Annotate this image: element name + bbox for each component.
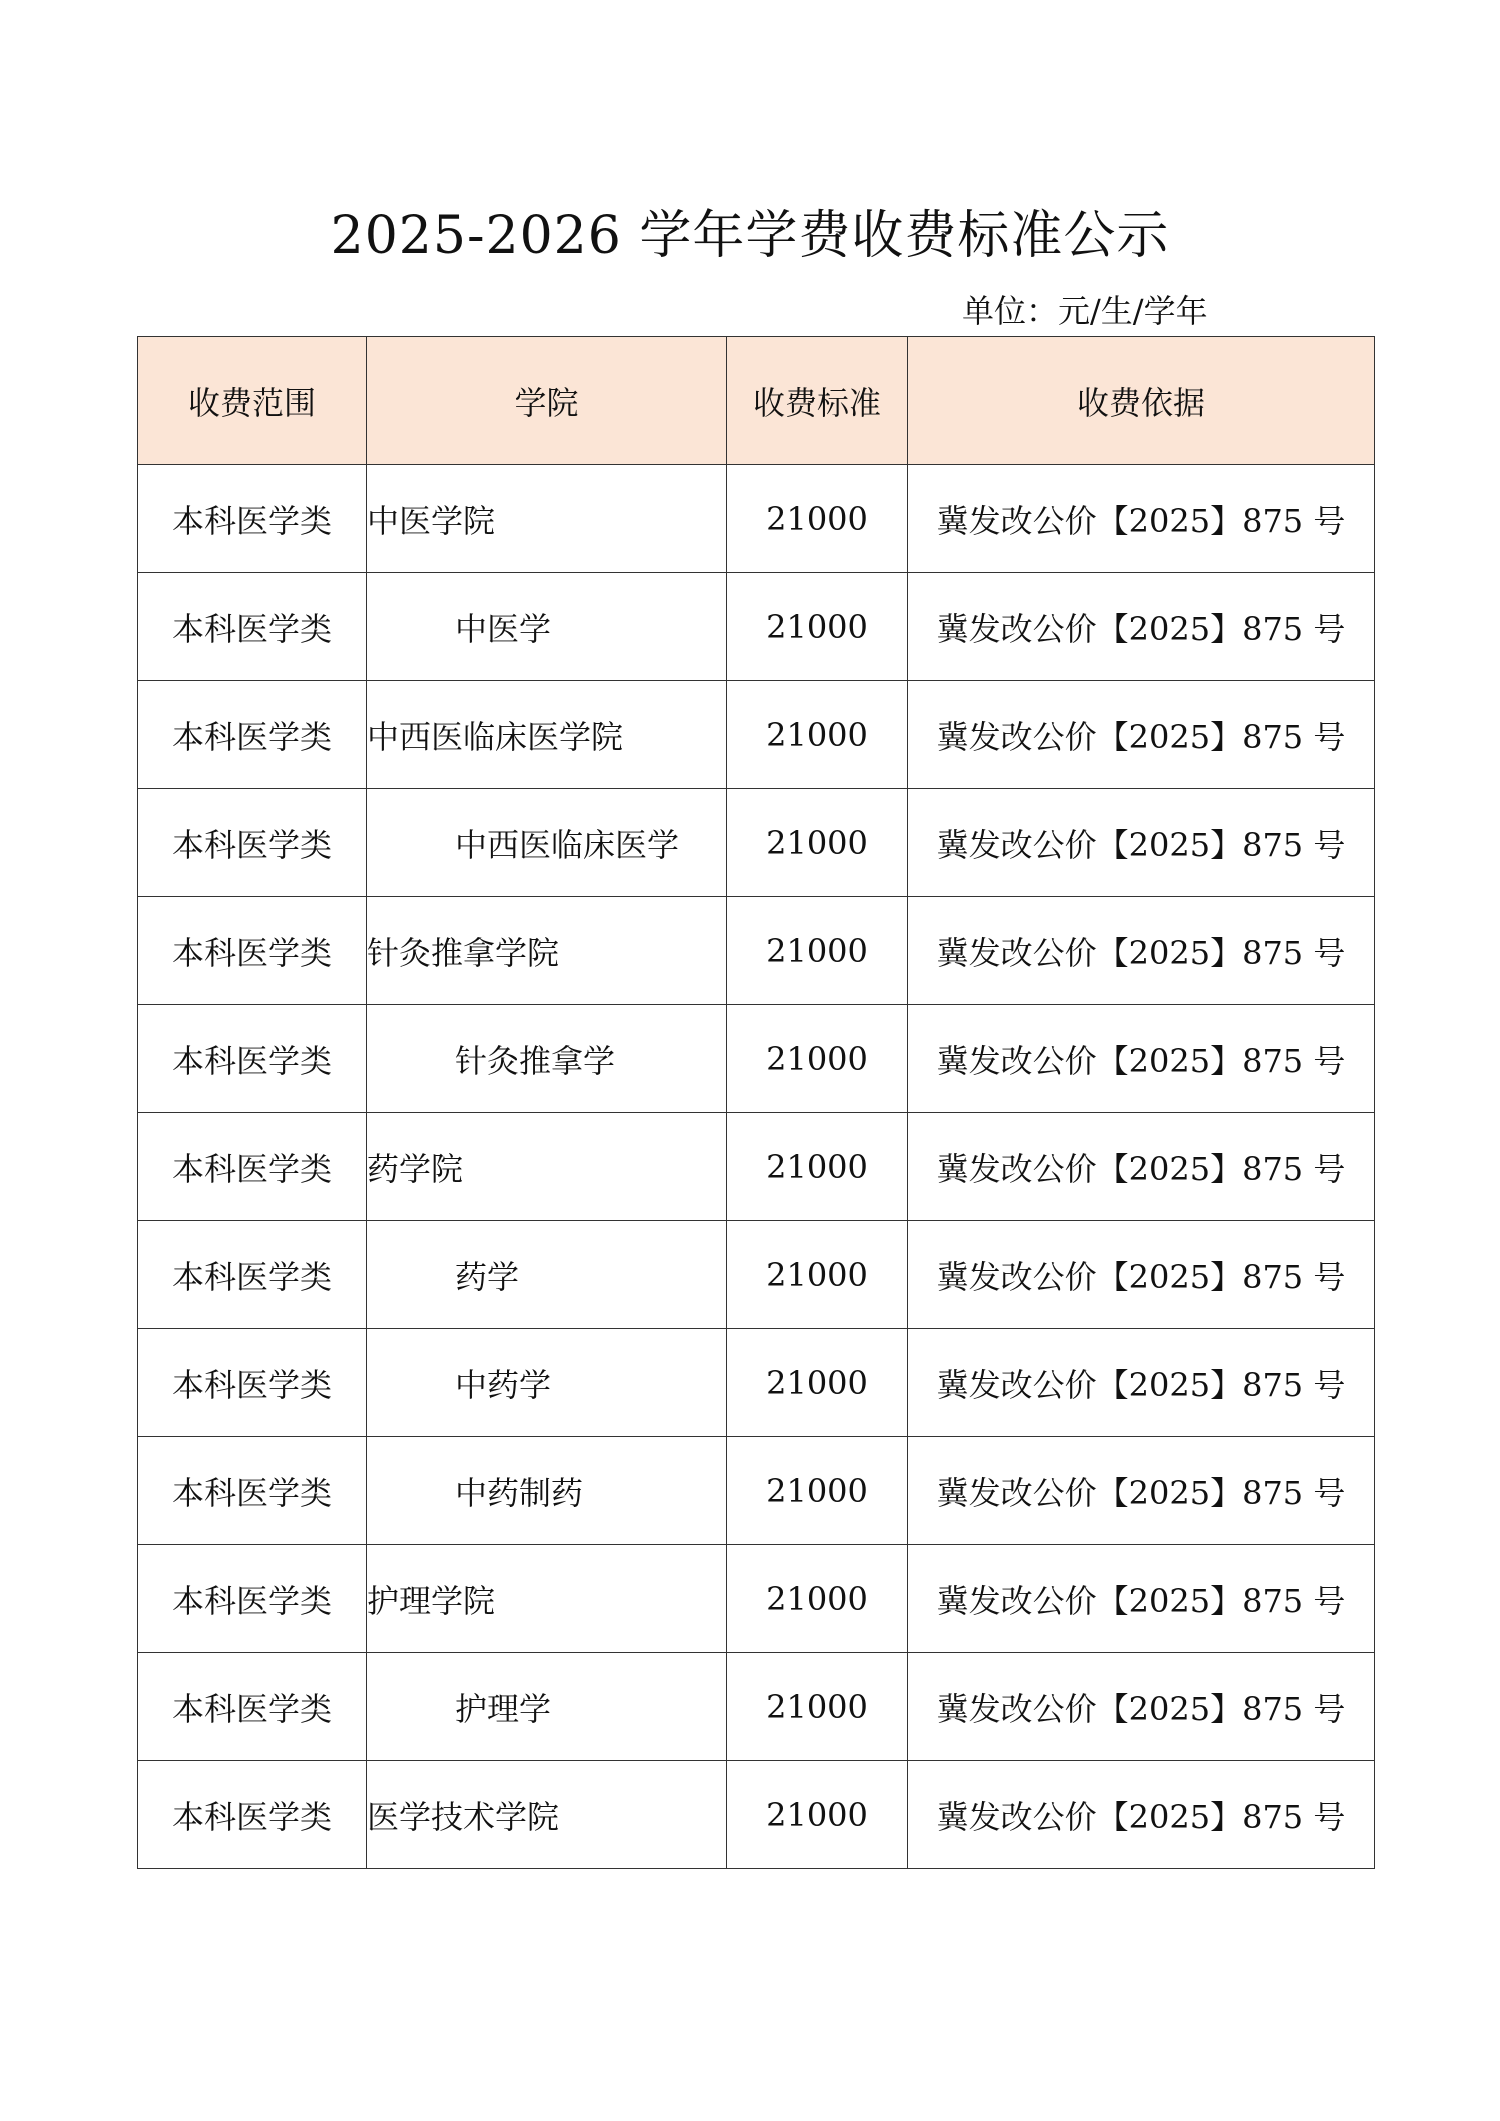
table-row xyxy=(138,1221,1375,1329)
cell-scope: 本科医学类 xyxy=(138,465,367,573)
cell-college: 药学院 xyxy=(367,1113,727,1221)
table-row xyxy=(138,789,1375,897)
cell-college: 护理学 xyxy=(367,1653,727,1761)
cell-college: 中西医临床医学院 xyxy=(367,681,727,789)
cell-college: 药学 xyxy=(367,1221,727,1329)
cell-scope: 本科医学类 xyxy=(138,1329,367,1437)
cell-college: 中药学 xyxy=(367,1329,727,1437)
cell-scope: 本科医学类 xyxy=(138,1005,367,1113)
cell-college: 护理学院 xyxy=(367,1545,727,1653)
cell-basis: 冀发改公价【2025】875 号 xyxy=(908,681,1375,789)
table-row xyxy=(138,897,1375,1005)
cell-scope: 本科医学类 xyxy=(138,573,367,681)
cell-fee: 21000 xyxy=(727,573,908,681)
table-row xyxy=(138,1761,1375,1869)
table-row xyxy=(138,465,1375,573)
table-row xyxy=(138,573,1375,681)
header-basis: 收费依据 xyxy=(908,337,1375,465)
cell-fee: 21000 xyxy=(727,1437,908,1545)
table-header xyxy=(138,337,1375,465)
table-row xyxy=(138,1113,1375,1221)
table-row xyxy=(138,1437,1375,1545)
cell-scope: 本科医学类 xyxy=(138,1437,367,1545)
cell-fee: 21000 xyxy=(727,1113,908,1221)
cell-basis: 冀发改公价【2025】875 号 xyxy=(908,1437,1375,1545)
cell-fee: 21000 xyxy=(727,1545,908,1653)
cell-scope: 本科医学类 xyxy=(138,1761,367,1869)
cell-college: 中医学院 xyxy=(367,465,727,573)
cell-scope: 本科医学类 xyxy=(138,681,367,789)
table-row xyxy=(138,681,1375,789)
cell-basis: 冀发改公价【2025】875 号 xyxy=(908,573,1375,681)
cell-scope: 本科医学类 xyxy=(138,1545,367,1653)
page-title: 2025-2026 学年学费收费标准公示 xyxy=(330,206,1170,266)
cell-fee: 21000 xyxy=(727,1005,908,1113)
cell-college: 中西医临床医学 xyxy=(367,789,727,897)
cell-college: 医学技术学院 xyxy=(367,1761,727,1869)
cell-basis: 冀发改公价【2025】875 号 xyxy=(908,1113,1375,1221)
cell-basis: 冀发改公价【2025】875 号 xyxy=(908,1221,1375,1329)
cell-college: 针灸推拿学 xyxy=(367,1005,727,1113)
header-row xyxy=(138,337,1375,465)
cell-fee: 21000 xyxy=(727,465,908,573)
cell-fee: 21000 xyxy=(727,1761,908,1869)
cell-scope: 本科医学类 xyxy=(138,1113,367,1221)
cell-basis: 冀发改公价【2025】875 号 xyxy=(908,1761,1375,1869)
cell-basis: 冀发改公价【2025】875 号 xyxy=(908,1545,1375,1653)
cell-fee: 21000 xyxy=(727,897,908,1005)
table-row xyxy=(138,1329,1375,1437)
cell-basis: 冀发改公价【2025】875 号 xyxy=(908,897,1375,1005)
cell-college: 中药制药 xyxy=(367,1437,727,1545)
cell-basis: 冀发改公价【2025】875 号 xyxy=(908,465,1375,573)
cell-fee: 21000 xyxy=(727,789,908,897)
header-fee: 收费标准 xyxy=(727,337,908,465)
cell-fee: 21000 xyxy=(727,1653,908,1761)
cell-scope: 本科医学类 xyxy=(138,1221,367,1329)
table-row xyxy=(138,1653,1375,1761)
table-row xyxy=(138,1545,1375,1653)
header-scope: 收费范围 xyxy=(138,337,367,465)
cell-fee: 21000 xyxy=(727,681,908,789)
cell-basis: 冀发改公价【2025】875 号 xyxy=(908,1329,1375,1437)
cell-scope: 本科医学类 xyxy=(138,897,367,1005)
cell-fee: 21000 xyxy=(727,1329,908,1437)
table-body xyxy=(138,465,1375,1869)
cell-scope: 本科医学类 xyxy=(138,1653,367,1761)
fee-table xyxy=(137,336,1375,1869)
cell-fee: 21000 xyxy=(727,1221,908,1329)
cell-scope: 本科医学类 xyxy=(138,789,367,897)
cell-basis: 冀发改公价【2025】875 号 xyxy=(908,789,1375,897)
table-row xyxy=(138,1005,1375,1113)
cell-college: 中医学 xyxy=(367,573,727,681)
header-college: 学院 xyxy=(367,337,727,465)
cell-basis: 冀发改公价【2025】875 号 xyxy=(908,1653,1375,1761)
cell-basis: 冀发改公价【2025】875 号 xyxy=(908,1005,1375,1113)
unit-note: 单位：元/生/学年 xyxy=(962,292,1208,330)
cell-college: 针灸推拿学院 xyxy=(367,897,727,1005)
